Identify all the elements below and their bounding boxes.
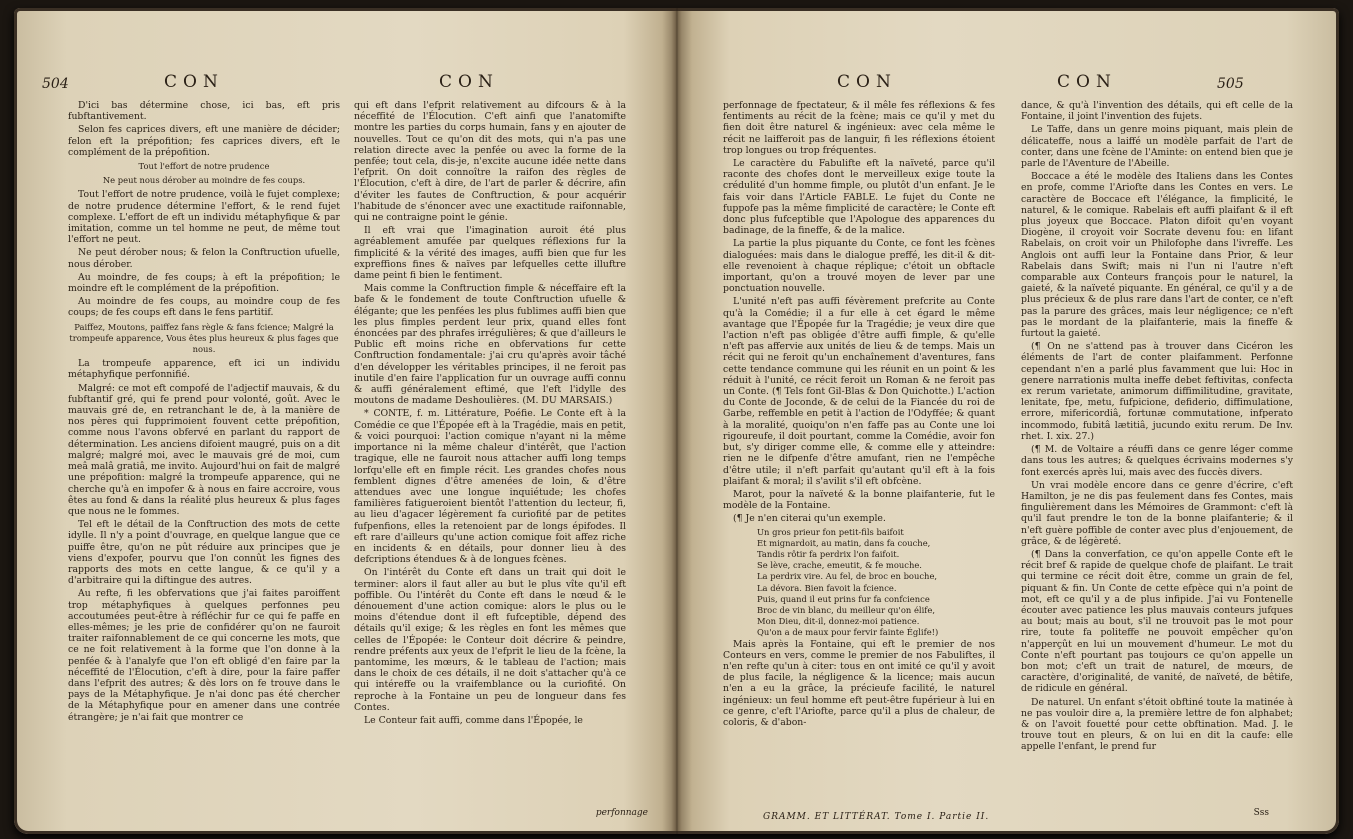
- verse-line: Un gros prieur fon petit-fils baifoit: [757, 526, 904, 537]
- paragraph: Le caractère du Fabulifte eft la naïveté, parce qu'il raconte des chofes dont le merveilleux exige toute la crédulité d'un homme fimple, ou plutôt d'un enfant. Je le fais voir dans l'Article FABLE. Le fujet du Conte ne fuppofe pas la même fimplicité de caractère; le Conte eft donc plus fufceptible que l'Apologue des apparences du badinage, de la fineffe, & de la malice.: [723, 158, 995, 237]
- paragraph: On l'intérêt du Conte eft dans un trait qui doit le terminer: alors il faut aller au but le plus vîte qu'il eft poffible. Ou l'intérêt du Conte eft dans le nœud & le dénouement d'une action comique: alors le plus ou le moins d'étendue dont il eft fufceptible, dépend des détails qu'il exige; & les règles en font les mêmes que celles de l'Épopée: le Conteur doit décrire & peindre, rendre préfents aux yeux de l'efprit le lieu de la fcène, la pantomime, les mœurs, & le tableau de l'action; mais dans le choix de ces détails, il ne doit s'attacher qu'à ce qui intéreffe ou la vraifemblance ou la curiofité. On reproche à la Fontaine un peu de longueur dans fes Contes.: [354, 567, 626, 713]
- paragraph: Le Conteur fait auffi, comme dans l'Épopée, le: [364, 714, 583, 726]
- paragraph: Ne peut dérober nous; & felon la Conftruction ufuelle, nous dérober.: [68, 247, 340, 270]
- running-head: [14, 72, 676, 98]
- verse-line: Ne peut nous dérober au moindre de fes coups.: [102, 175, 306, 186]
- paragraph: Un vrai modèle encore dans ce genre d'écrire, c'eft Hamilton, je ne dis pas feulement dans fes Contes, mais fingulièrement dans les Mémoires de Grammont: c'eft là qu'il faut prendre le ton de la bonne plaifanterie; & il n'eft guère poffible de conter avec plus d'enjouement, de grâce, & de légèreté.: [1021, 479, 1293, 547]
- paragraph: dance, & qu'à l'invention des détails, qui eft celle de la Fontaine, il joint l'invention des fujets.: [1021, 100, 1293, 123]
- page-number: 504: [42, 76, 69, 92]
- paragraph: De naturel. Un enfant s'étoit obftiné toute la matinée à ne pas vouloir dire a, la première lettre de fon alphabet; & on l'avoit fouetté pour cette obftination. Mad. J. le trouve tout en pleurs, & on lui en dit la caufe: elle appelle l'enfant, le prend fur: [1021, 696, 1293, 753]
- paragraph: Au refte, fi les obfervations que j'ai faites paroiffent trop métaphyfiques à quelques perfonnes peu accoutumées peut-être à réfléchir fur ce qui fe paffe en elles-mêmes; je les prie de confidérer qu'on ne fauroit traiter raifonnablement de ce qui concerne les mots, que ce ne foit relativement à la forme que l'on donne à la penfée & à l'analyfe que l'on eft obligé d'en faire par la néceffité de l'Élocution, c'eft à dire, pour la faire paffer dans l'efprit des autres; & dès lors on fe trouve dans le pays de la Métaphyfique. Je n'ai donc pas été chercher de la Métaphyfique pour en amener dans une contrée étrangère; je n'ai fait que montrer ce: [68, 588, 340, 723]
- paragraph: Mais après la Fontaine, qui eft le premier de nos Conteurs en vers, comme le premier de nos Fabuliftes, il n'en refte qu'un à citer: tous en ont imité ce qu'il y avoit de plus facile, la négligence & la licence; mais aucun n'en a eu la grâce, la précieufe facilité, le naturel ingénieux: un feul homme eft peut-être fupérieur à lui en ce genre, c'eft l'Ariofte, parce qu'il a plus de chaleur, de coloris, & d'abon-: [723, 638, 995, 728]
- paragraph: Selon fes caprices divers, eft une manière de décider; felon eft la prépofition; fes caprices divers, eft le complément de la prépofition.: [68, 124, 340, 158]
- verse-line: Mon Dieu, dit-il, donnez-moi patience.: [757, 616, 920, 627]
- verse-line: Puis, quand il eut prins fur fa confcience: [757, 593, 930, 604]
- signature-mark: Sss: [1253, 808, 1269, 818]
- paragraph: Mais comme la Conftruction fimple & néceffaire eft la bafe & le fondement de toute Conftruction ufuelle & élégante; que les penfées les plus fublimes auffi bien que les plus fimples perdent leur prix, quand elles font énoncées par des phrafes irrégulières; & que d'ailleurs le Public eft moins riche en obfervations fur cette Conftruction fondamentale: j'ai cru qu'après avoir tâché d'en développer les véritables principes, il ne feroit pas inutile d'en faire l'application fur un ouvrage auffi connu & auffi généralement eftimé, que l'eft l'idylle des moutons de madame Deshoulières. (M. DU MARSAIS.): [354, 283, 626, 407]
- verse-line: La perdrix vire. Au fel, de broc en bouche,: [757, 571, 938, 582]
- open-book: [14, 8, 1339, 834]
- verse-line: Tandis rôtir fa perdrix l'on faifoit.: [757, 548, 900, 559]
- verse-block: Paiffez, Moutons, paiffez fans règle & fans fcience; Malgré la trompeufe apparence, Vous êtes plus heureux & plus fages que nous.: [69, 321, 339, 355]
- running-head-left: CON: [164, 72, 224, 92]
- verse-line: Tout l'effort de notre prudence: [138, 161, 270, 172]
- left-page: [14, 8, 676, 834]
- verse-line: La dévora. Bien favoit la fcience.: [757, 582, 897, 593]
- paragraph: Au moindre, de fes coups; à eft la prépofition; le moindre eft le complément de la prépofition.: [68, 271, 340, 295]
- paragraph: (¶ On ne s'attend pas à trouver dans Cicéron les éléments de l'art de conter plaifamment. Perfonne cependant n'en a parlé plus favamment que lui: Hoc in genere narrationis multa ineffe debet feftivitas, confecta ex rerum varietate, animorum diffimilitudine, gravitate, lenitate, fpe, metu, fufpicione, defiderio, diffimulatione, errore, mifericordiâ, fortunæ commutatione, infperato incommodo, fubitâ lætitiâ, jucundo exitu rerum. De Inv. rhet. I. xix. 27.): [1021, 341, 1293, 442]
- paragraph: Le Taffe, dans un genre moins piquant, mais plein de délicateffe, nous a laiffé un modèle parfait de l'art de conter, dans une fcène de l'Aminte: on entend bien que je parle de l'Aventure de l'Abeille.: [1021, 124, 1293, 170]
- paragraph: Marot, pour la naïveté & la bonne plaifanterie, fut le modèle de la Fontaine.: [723, 488, 995, 512]
- text-column-2: [354, 100, 626, 822]
- paragraph: (¶ Je n'en citerai qu'un exemple.: [733, 513, 886, 525]
- footer-signature-line: GRAMM. ET LITTÉRAT. Tome I. Partie II.: [763, 812, 990, 822]
- paragraph: (¶ Dans la converfation, ce qu'on appelle Conte eft le récit bref & rapide de quelque chofe de plaifant. Le trait qui termine ce récit doit être, comme un grain de fel, piquant & fin. Un Conte de cette efpèce qui n'a point de mot, eft ce qu'il y a de plus infipide. J'ai vu Fontenelle écouter avec patience les plus mauvais conteurs jufques au bout; mais au bout, s'il ne trouvoit pas le mot pour rire, toute fa politeffe ne pouvoit empêcher qu'on n'apperçût en lui un mouvement d'humeur. Le mot du Conte n'eft pourtant pas toujours ce qu'on appelle un bon mot; c'eft un trait de naturel, de mœurs, de caractère, d'originalité, de vanité, de naïveté, de bêtife, de ridicule en général.: [1021, 548, 1293, 695]
- page-number: 505: [1217, 76, 1244, 92]
- paragraph: Tout l'effort de notre prudence, voilà le fujet complexe; de notre prudence détermine l'effort, & le rend fujet complexe. L'effort de eft un individu métaphyfique & par imitation, comme un tel homme ne peut, de même tout l'effort ne peut.: [68, 189, 340, 246]
- running-head-left: CON: [837, 72, 897, 92]
- catchword: perfonnage: [595, 808, 648, 818]
- text-column-2: [1021, 100, 1293, 822]
- running-head-right: CON: [439, 72, 499, 92]
- text-column-1: [723, 100, 995, 800]
- paragraph: La partie la plus piquante du Conte, ce font les fcènes dialoguées: mais dans le dialogue preffé, les dit-il & dit-elle revenoient à chaque réplique; c'étoit un obftacle important, qu'on a trouvé moyen de lever par une ponctuation nouvelle.: [723, 238, 995, 295]
- paragraph: Au moindre de fes coups, au moindre coup de fes coups; de fes coups eft dans le fens partitif.: [68, 296, 340, 319]
- paragraph: Il eft vrai que l'imagination auroit été plus agréablement amufée par quelques réflexions fur la fimplicité & la vérité des images, auffi bien que fur les expreffions fines & naïves par lefquelles cette illuftre dame peint fi bien le fentiment.: [354, 225, 626, 282]
- paragraph: qui eft dans l'efprit relativement au difcours & à la néceffité de l'Élocution. C'eft ainfi que l'anatomifte montre les parties du corps humain, fans y en ajouter de nouvelles. Tout ce qu'on dit des mots, qui n'a pas une relation directe avec la penfée ou avec la forme de la penfée; tout cela, dis-je, n'excite aucune idée nette dans l'efprit. On doit connoître la raifon des règles de l'Élocution, c'eft à dire, de l'art de parler & décrire, afin d'éviter les fautes de Conftruction, & pour acquérir l'habitude de s'énoncer avec une exactitude raifonnable, qui ne contraigne point le génie.: [354, 100, 626, 224]
- verse-line: Broc de vin blanc, du meilleur qu'on élife,: [757, 604, 935, 615]
- paragraph: Malgré: ce mot eft compofé de l'adjectif mauvais, & du fubftantif gré, qui fe prend pour volonté, goût. Avec le mauvais gré de, en retranchant le de, à la manière de nos pères qui fupprimoient fouvent cette prépofition, comme nous l'avons obfervé en parlant du rapport de détermination. Les anciens difoient maugré, puis on a dit malgré; malgré moi, avec le mauvais gré de moi, cum meâ malâ gratiâ, me invito. Aujourd'hui on fait de malgré une prépofition: malgré la trompeufe apparence, qui ne cherche qu'à en impofer & à nous en faire accroire, vous êtes au fond & dans la réalité plus heureux & plus fages que nous ne le fommes.: [68, 382, 340, 517]
- right-page: [677, 8, 1339, 834]
- paragraph: Boccace a été le modèle des Italiens dans les Contes en profe, comme l'Ariofte dans les Contes en vers. Le caractère de Boccace eft l'élégance, la fimplicité, le naturel, & le comique. Rabelais eft auffi plaifant & il eft plus joyeux que Boccace. Platon difoit qu'en voyant Diogène, il croyoit voir Socrate devenu fou: en lifant Rabelais, on croit voir un Philofophe dans l'ivreffe. Les Anglois ont auffi leur la Fontaine dans Prior, & leur Rabelais dans Swift; mais ni l'un ni l'autre n'eft comparable aux Conteurs françois pour le naturel, la gaieté, & la naïveté piquante. En général, ce qu'il y a de plus précieux & de plus rare dans l'art de conter, ce n'eft pas la parure des grâces, mais leur négligence; ce n'eft pas le mordant de la plaifanterie, mais la fineffe & furtout la gaieté.: [1021, 171, 1293, 340]
- verse-line: Se lève, crache, emeutit, & fe mouche.: [757, 560, 922, 571]
- paragraph: * CONTE, f. m. Littérature, Poéfie. Le Conte eft à la Comédie ce que l'Épopée eft à la Tragédie, mais en petit, & voici pourquoi: l'action comique n'ayant ni la même importance ni la même chaleur d'intérêt, que l'action tragique, elle ne fauroit nous attacher auffi long temps lorfqu'elle eft en fimple récit. Les grandes chofes nous femblent dignes d'être amenées de loin, & d'être attendues avec une longue inquiétude; les chofes familières fatigueroient bientôt l'attention du lecteur, fi, au lieu d'agacer légèrement fa curiofité par de petites fufpenfions, elles la retenoient par de longs épifodes. Il eft rare d'ailleurs qu'une action comique foit affez riche en incidents & en détails, pour donner lieu à des defcriptions étendues & à de longues fcènes.: [354, 408, 626, 566]
- verse-line: Qu'on a de maux pour fervir fainte Églife!): [757, 627, 939, 638]
- paragraph: D'ici bas détermine chose, ici bas, eft pris fubftantivement.: [68, 100, 340, 123]
- paragraph: (¶ M. de Voltaire a réuffi dans ce genre léger comme dans tous les autres; & quelques écrivains modernes s'y font exercés après lui, mais avec des fuccès divers.: [1021, 444, 1293, 478]
- paragraph: perfonnage de fpectateur, & il mêle fes réflexions & fes fentiments au récit de la fcène; mais ce qu'il y met du fien doit être naturel & ingénieux: avec cela même le récit ne laifferoit pas de languir, fi les réflexions étoient trop longues ou trop fréquentes.: [723, 100, 995, 156]
- text-column-1: [68, 100, 340, 822]
- paragraph: L'unité n'eft pas auffi févèrement prefcrite au Conte qu'à la Comédie; il a fur elle à cet égard le même avantage que l'Épopée fur la Tragédie; je veux dire que l'action n'eft pas obligée d'être auffi fimple, & qu'elle n'eft pas affervie aux unités de lieu & de temps. Mais un récit qui ne feroit qu'un enchaînement d'aventures, fans cette tendance commune qui les réunit en un point & les réduit à l'unité, ce récit feroit un Roman & ne feroit pas un Conte. (¶ Tels font Gil-Blas & Don Quichotte.) L'action du Conte de Joconde, & de celui de la Fiancée du roi de Garbe, reffemble en petit à l'action de l'Odyffée; & quant à la moralité, quoiqu'on n'en faffe pas au Conte une loi rigoureufe, il doit pourtant, comme la Comédie, avoir fon but, s'y diriger comme elle, & comme elle y atteindre: rien ne le difpenfe d'être amufant, rien ne l'empêche d'être utile; il n'eft parfait qu'autant qu'il eft à la fois plaifant & moral; il s'avilit s'il eft obfcène.: [723, 296, 995, 487]
- running-head-right: CON: [1057, 72, 1117, 92]
- paragraph: La trompeufe apparence, eft ici un individu métaphyfique perfonnifié.: [68, 358, 340, 381]
- paragraph: Tel eft le détail de la Conftruction des mots de cette idylle. Il n'y a point d'ouvrage, en quelque langue que ce puiffe être, qu'on ne pût réduire aux principes que je viens d'expofer, pourvu que l'on connût les fignes des rapports des mots en cette langue, & ce qu'il y a d'arbitraire qui la diftingue des autres.: [68, 519, 340, 587]
- verse-line: Et mignardoit, au matin, dans fa couche,: [757, 537, 931, 548]
- running-head: [677, 72, 1339, 98]
